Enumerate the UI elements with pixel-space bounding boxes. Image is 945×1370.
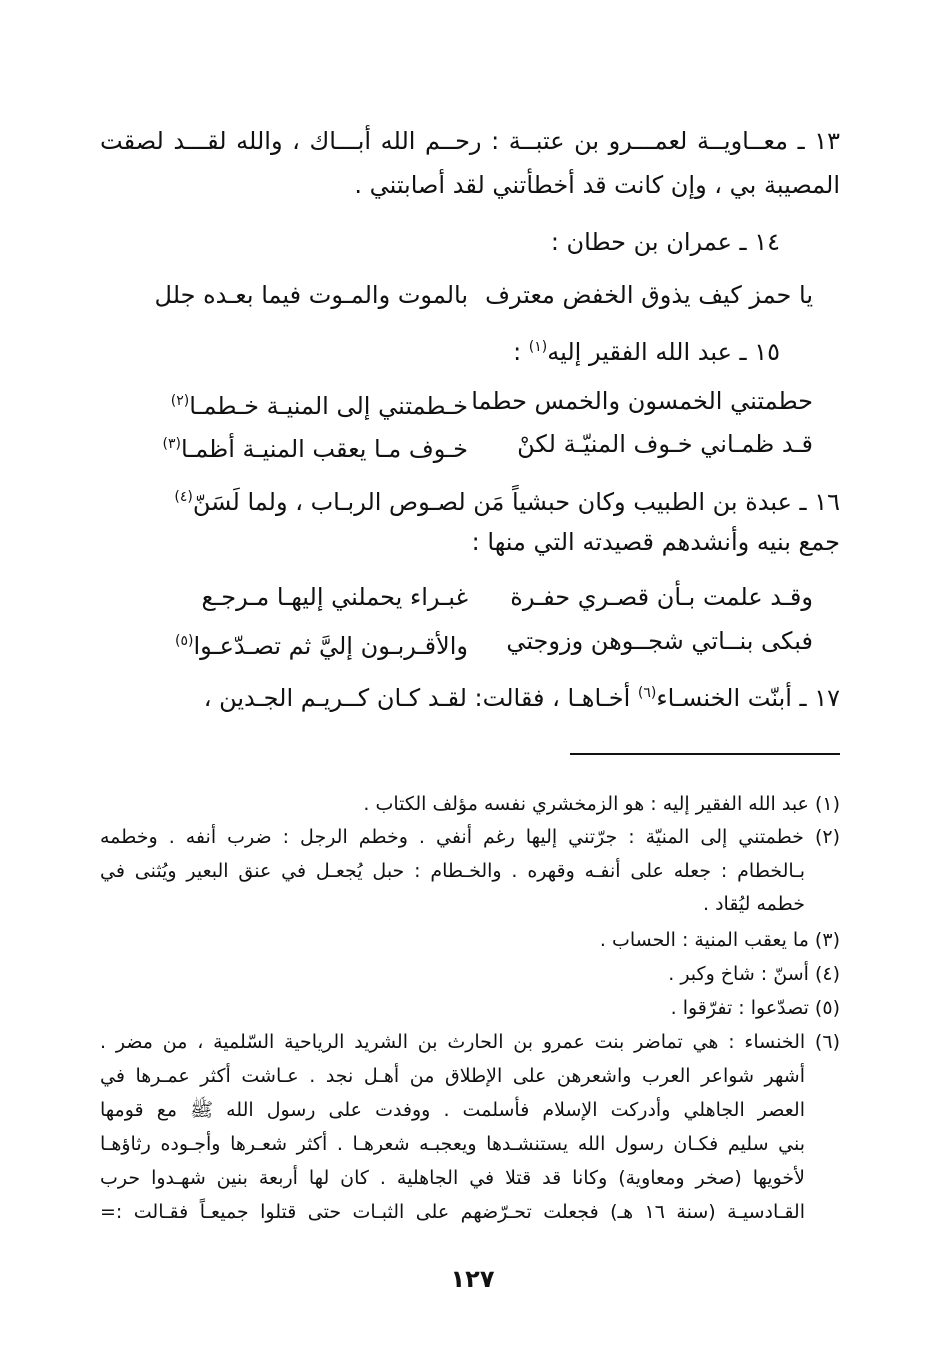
entry-15-heading	[513, 330, 780, 369]
footnote-ref-6: (٦)	[637, 685, 657, 701]
footnote-2-line-1: (٢) خطمتني إلى المنيّة : جرّتني إليها رغم أنفي . وخطم الرجل : ضرب أنفه . وخطمه	[100, 826, 840, 848]
footnote-6-line-6: القـادسيـة (سنة ١٦ هـ) فجعلت تحـرّضهم على الثبـات حتى قتلوا جميعـاً فقـالت :=	[100, 1201, 805, 1223]
verse-16b-text: والأقـربـون إليَّ ثم تصـدّعـوا	[193, 632, 468, 660]
verse-15b-text: خـوف مـا يعقب المنيـة أظمـا	[180, 435, 468, 463]
footnote-ref-5: (٥)	[175, 633, 194, 649]
footnote-6-line-3: العصر الجاهلي وأدركت الإسلام فأسلمت . ووفدت على رسول الله ﷺ مع قومها	[100, 1099, 805, 1121]
entry-13-line-2: المصيبة بي ، وإن كانت قد أخطأتني لقد أصابتني .	[354, 171, 840, 199]
footnote-2-line-3: خطمه ليُقاد .	[702, 893, 805, 915]
verse-15a-text: خـطمتني إلى المنيـة خـطمـا	[189, 392, 468, 420]
footnote-ref-2: (٢)	[170, 393, 190, 409]
verse-14-second-hemistich: بالموت والمـوت فيما بعـده جلل	[154, 281, 468, 309]
verse-15a-second-hemistich	[171, 384, 468, 423]
entry-17-text-start: ١٧ ـ أبنّت الخنسـاء	[656, 684, 840, 712]
verse-15b-second-hemistich	[162, 427, 468, 466]
verse-16a-second-hemistich: غبـراء يحملني إليهـا مـرجـع	[201, 583, 468, 611]
verse-16b-second-hemistich	[175, 624, 468, 663]
entry-13-line-1: ١٣ ـ معــاويــة لعمـــرو بن عتبــة : رحــم الله أبـــاك ، والله لقـــد لصقت	[100, 127, 840, 155]
footnote-3: (٣) ما يعقب المنية : الحساب .	[599, 929, 840, 951]
entry-16-text: ١٦ ـ عبدة بن الطبيب وكان حبشياً مَن لصـوص الربـاب ، ولما لَسَنّ	[192, 488, 840, 516]
entry-17-text-end: أخـاهـا ، فقالت: لقـد كـان كــريـم الجـدين ،	[203, 684, 638, 712]
footnote-6-line-2: أشهر شواعر العرب واشعرهن على الإطلاق من أهـل نجد . عـاشت أكثر عمـرها في	[100, 1065, 805, 1087]
footnote-ref-3: (٣)	[162, 436, 181, 452]
footnote-6-line-4: بني سليم فكـان رسول الله يستنشـدها ويعجبـه شعرهـا . أكثر شعـرها وأجـوده رثاؤهـا	[100, 1133, 805, 1155]
footnote-6-line-5: لأخويها (صخر ومعاوية) وكانا قد قتلا في الجاهلية . كان لها أربعة بنين شهـدوا حرب	[100, 1167, 805, 1189]
verse-16b-first-hemistich: فبكى بنــاتي شجــوهن وزوجتي	[506, 627, 813, 655]
verse-15b-first-hemistich: قـد ظمـاني خـوف المنيّـة لكنْ	[517, 430, 813, 458]
footnote-2-line-2: بـالخطام : جعله على أنفـه وقهره . والخـطام : حبل يُجعـل في عنق البعير ويُثنى في	[100, 860, 805, 882]
footnote-separator	[570, 753, 840, 755]
entry-15-text: ١٥ ـ عبد الله الفقير إليه	[547, 338, 780, 366]
verse-14-first-hemistich: يا حمز كيف يذوق الخفض معترف	[485, 281, 813, 309]
verse-15a-first-hemistich: حطمتني الخمسون والخمس حطما	[471, 387, 813, 415]
entry-15-colon: :	[513, 338, 529, 366]
footnote-6-line-1: (٦) الخنساء : هي تماضر بنت عمرو بن الحارث بن الشريد الرياحية السّلمية ، من مضر .	[100, 1031, 840, 1053]
footnote-ref-1: (١)	[528, 339, 548, 355]
entry-17-line	[100, 676, 840, 715]
footnote-ref-4: (٤)	[174, 489, 193, 505]
footnote-1: (١) عبد الله الفقير إليه : هو الزمخشري نفسه مؤلف الكتاب .	[363, 793, 840, 815]
footnote-5: (٥) تصدّعوا : تفرّقوا .	[670, 997, 840, 1019]
verse-16a-first-hemistich: وقـد علمت بـأن قصـري حفـرة	[510, 583, 813, 611]
page-number: ١٢٧	[450, 1265, 495, 1293]
footnote-4: (٤) أسنّ : شاخ وكبر .	[668, 963, 840, 985]
entry-16-line-2: جمع بنيه وأنشدهم قصيدته التي منها :	[471, 528, 840, 556]
entry-16-line-1	[100, 480, 840, 519]
entry-14-heading: ١٤ ـ عمران بن حطان :	[550, 228, 780, 256]
